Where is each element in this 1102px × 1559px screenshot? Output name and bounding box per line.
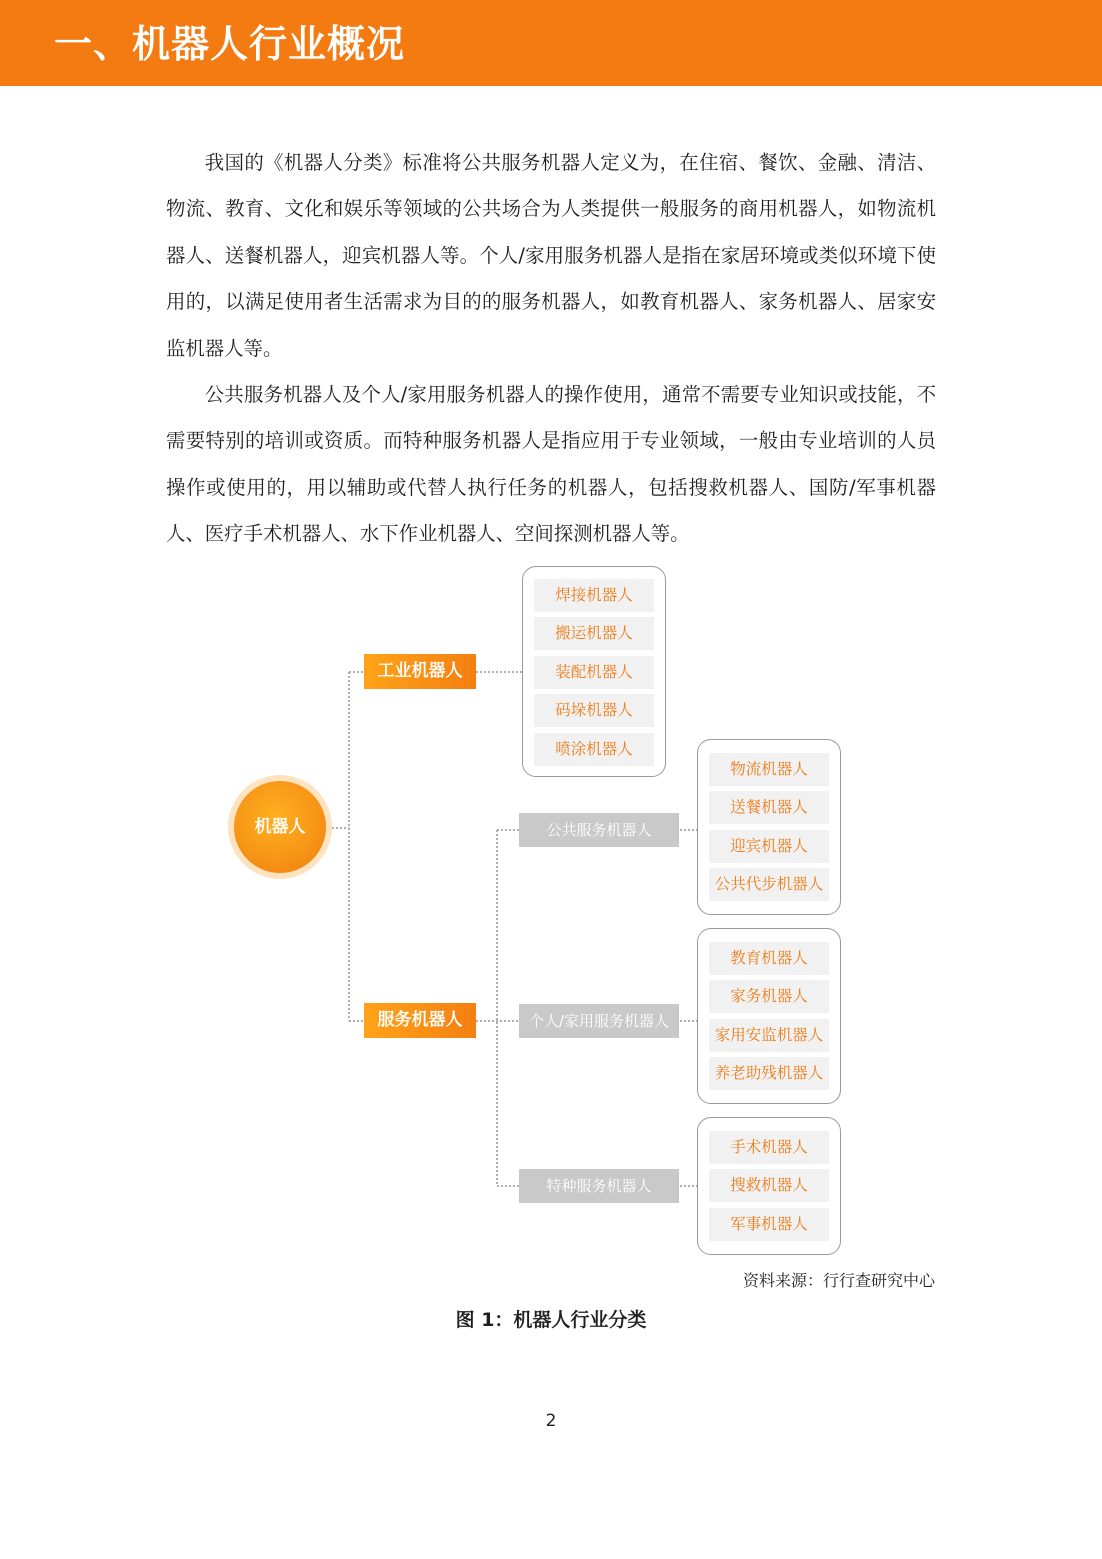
- list-item: 喷涂机器人: [534, 733, 654, 766]
- list-item: 装配机器人: [534, 656, 654, 689]
- list-item: 公共代步机器人: [709, 868, 829, 901]
- section-title: 一、机器人行业概况: [54, 22, 406, 66]
- special-service-items-group: [697, 1117, 841, 1255]
- service-robot-node: 服务机器人: [364, 1003, 476, 1038]
- root-node: 机器人: [234, 781, 326, 873]
- special-service-node: 特种服务机器人: [519, 1169, 679, 1203]
- paragraph-2: 公共服务机器人及个人/家用服务机器人的操作使用，通常不需要专业知识或技能，不需要特别的培训或资质。而特种服务机器人是指应用于专业领域，一般由专业培训的人员操作或使用的，用以辅助或代替人执行任务的机器人，包括搜救机器人、国防/军事机器人、医疗手术机器人、水下作业机器人、空间探测机器人等。: [166, 383, 936, 546]
- list-item: 教育机器人: [709, 942, 829, 975]
- list-item: 家务机器人: [709, 980, 829, 1013]
- public-service-items-group: [697, 739, 841, 915]
- page-number: 2: [545, 1411, 557, 1431]
- list-item: 物流机器人: [709, 753, 829, 786]
- industrial-items-group: [522, 566, 666, 777]
- list-item: 码垛机器人: [534, 694, 654, 727]
- list-item: 家用安监机器人: [709, 1019, 829, 1052]
- figure-caption: 图 1：机器人行业分类: [455, 1309, 647, 1331]
- list-item: 养老助残机器人: [709, 1057, 829, 1090]
- public-service-node: 公共服务机器人: [519, 813, 679, 847]
- personal-service-node: 个人/家用服务机器人: [519, 1004, 679, 1038]
- list-item: 搜救机器人: [709, 1169, 829, 1202]
- paragraph-1: 我国的《机器人分类》标准将公共服务机器人定义为，在住宿、餐饮、金融、清洁、物流、教育、文化和娱乐等领域的公共场合为人类提供一般服务的商用机器人，如物流机器人、送餐机器人，迎宾机器人等。个人/家用服务机器人是指在家居环境或类似环境下使用的，以满足使用者生活需求为目的的服务机器人，如教育机器人、家务机器人、居家安监机器人等。: [166, 151, 936, 360]
- list-item: 焊接机器人: [534, 579, 654, 612]
- list-item: 迎宾机器人: [709, 830, 829, 863]
- list-item: 手术机器人: [709, 1131, 829, 1164]
- list-item: 军事机器人: [709, 1208, 829, 1241]
- list-item: 送餐机器人: [709, 791, 829, 824]
- personal-service-items-group: [697, 928, 841, 1104]
- industrial-robot-node: 工业机器人: [364, 654, 476, 689]
- list-item: 搬运机器人: [534, 617, 654, 650]
- source-note: 资料来源：行行查研究中心: [742, 1271, 935, 1290]
